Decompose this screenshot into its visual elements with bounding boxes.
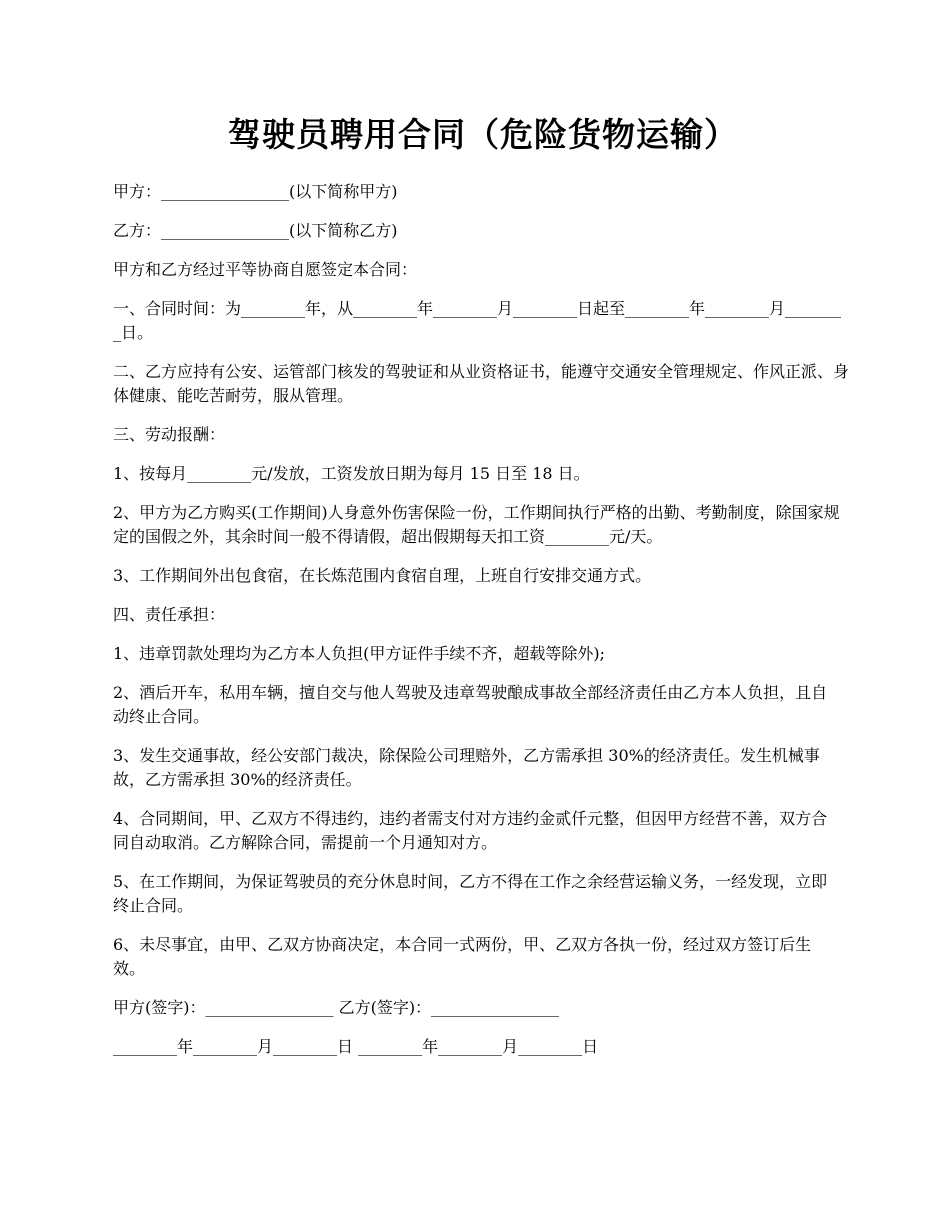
liability-item-3: 3、发生交通事故，经公安部门裁决，除保险公司理赔外，乙方需承担 30%的经济责任。发生机械事故，乙方需承担 30%的经济责任。 <box>113 746 820 789</box>
section-heading-remuneration: 三、劳动报酬： <box>113 425 226 444</box>
liability-item-4: 4、合同期间，甲、乙双方不得违约，违约者需支付对方违约金贰仟元整，但因甲方经营不善，双方合同自动取消。乙方解除合同，需提前一个月通知对方。 <box>113 809 828 852</box>
party-b-line: 乙方：________________(以下简称乙方) <box>113 221 398 240</box>
liability-item-5: 5、在工作期间，为保证驾驶员的充分休息时间，乙方不得在工作之余经营运输义务，一经发现，立即终止合同。 <box>113 872 828 915</box>
remuneration-item-2: 2、甲方为乙方购买(工作期间)人身意外伤害保险一份，工作期间执行严格的出勤、考勤制度，除国家规定的国假之外，其余时间一般不得请假，超出假期每天扣工资________元/天。 <box>113 503 840 546</box>
document-title: 驾驶员聘用合同（危险货物运输） <box>228 115 738 154</box>
clause-term: 一、合同时间：为________年，从________年________月________日起至________年________月________日。 <box>113 299 842 342</box>
liability-item-1: 1、违章罚款处理均为乙方本人负担(甲方证件手续不齐，超载等除外); <box>113 644 606 663</box>
preamble: 甲方和乙方经过平等协商自愿签定本合同： <box>113 260 418 279</box>
remuneration-item-3: 3、工作期间外出包食宿，在长炼范围内食宿自理，上班自行安排交通方式。 <box>113 566 652 585</box>
date-line: ________年________月________日 ________年________月________日 <box>113 1037 599 1056</box>
remuneration-item-1: 1、按每月________元/发放，工资发放日期为每月 15 日至 18 日。 <box>113 464 590 483</box>
clause-qualification: 二、乙方应持有公安、运管部门核发的驾驶证和从业资格证书，能遵守交通安全管理规定、作风正派、身体健康、能吃苦耐劳，服从管理。 <box>113 362 850 405</box>
liability-item-2: 2、酒后开车，私用车辆，擅自交与他人驾驶及违章驾驶酿成事故全部经济责任由乙方本人负担，且自动终止合同。 <box>113 683 828 726</box>
document-page <box>113 112 853 1074</box>
signature-line: 甲方(签字)：________________ 乙方(签字)：________________ <box>113 998 560 1017</box>
section-heading-liability: 四、责任承担： <box>113 605 226 624</box>
liability-item-6: 6、未尽事宜，由甲、乙双方协商决定，本合同一式两份，甲、乙双方各执一份，经过双方签订后生效。 <box>113 935 812 978</box>
party-a-line: 甲方：________________(以下简称甲方) <box>113 182 398 201</box>
